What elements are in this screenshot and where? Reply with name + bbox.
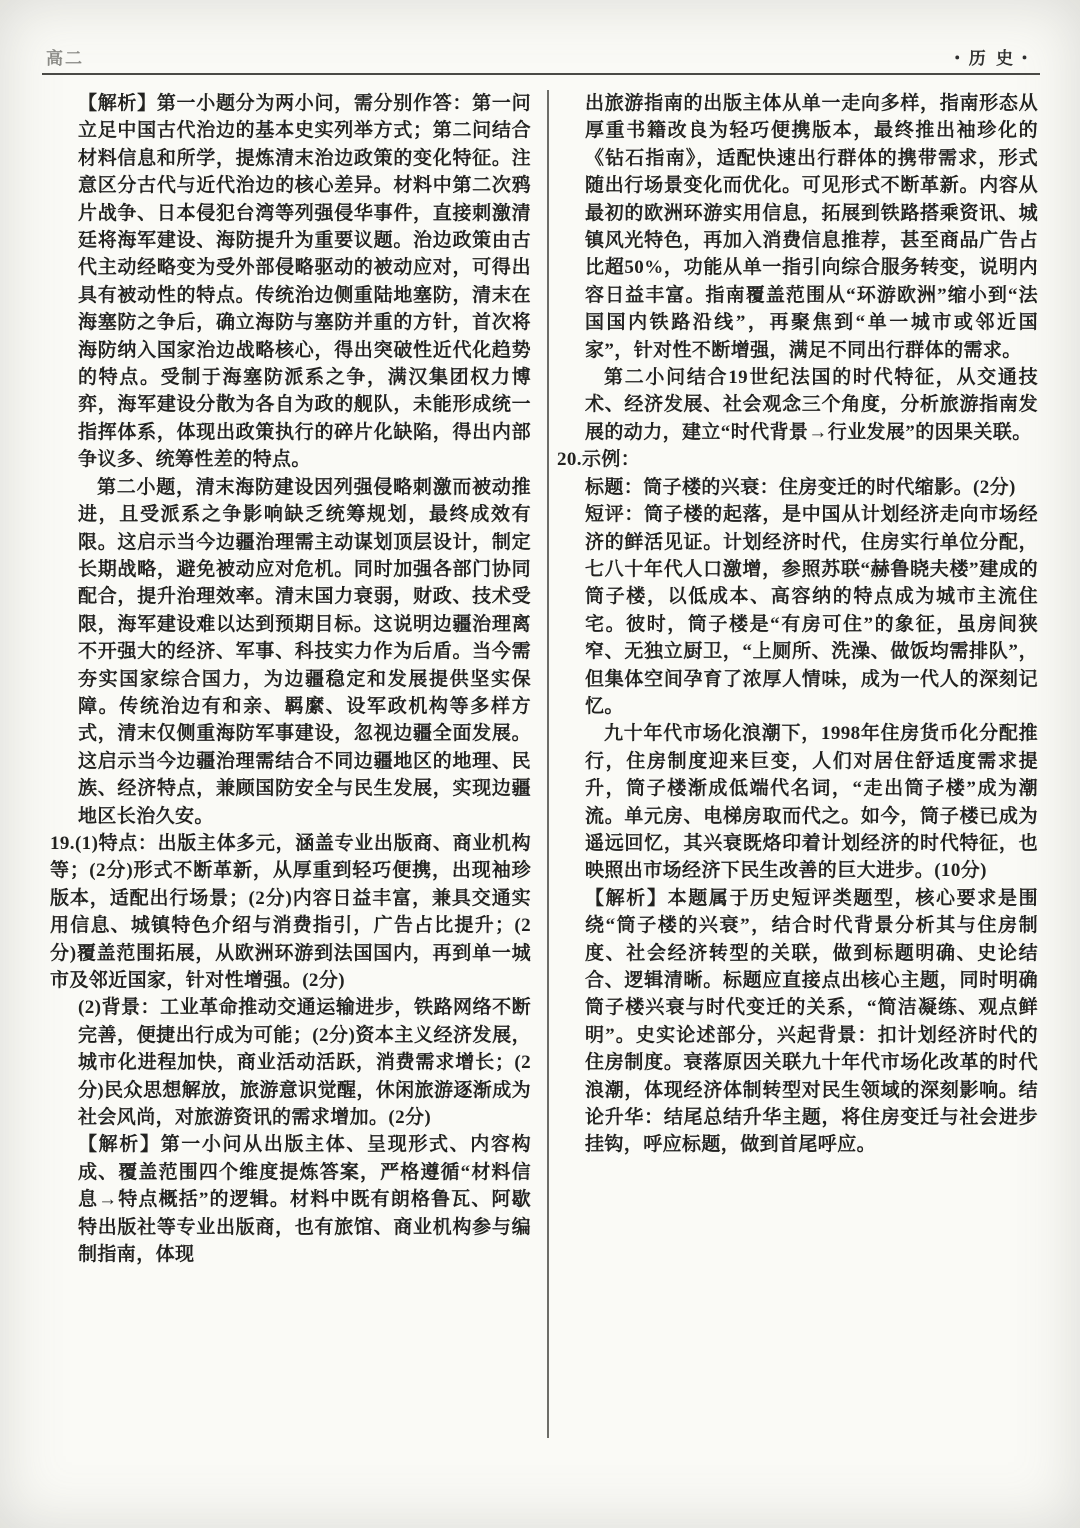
- right-paragraph-4: 标题：筒子楼的兴衰：住房变迁的时代缩影。(2分): [585, 476, 1016, 498]
- right-paragraph-1: 出旅游指南的出版主体从单一走向多样，指南形态从厚重书籍改良为轻巧便携版本，最终推出袖珍化的《钻石指南》，适配快速出行群体的携带需求，形式随出行场景变化而优化。可见形式不断革新。内容从最初的欧洲环游实用信息，拓展到铁路搭乘资讯、城镇风光特色，再加入消费信息推荐，甚至商品广告占比超50%，功能从单一指引向综合服务转变，说明内容日益丰富。指南覆盖范围从“环游欧洲”缩小到“法国国内铁路沿线”，再聚焦到“单一城市或邻近国家”，针对性不断增强，满足不同出行群体的需求。: [585, 93, 1038, 361]
- header-rule: [42, 73, 1040, 75]
- page-header: [46, 44, 1036, 69]
- left-paragraph-3: 19.(1)特点：出版主体多元，涵盖专业出版商、商业机构等；(2分)形式不断革新，从厚重到轻巧便携，出现袖珍版本，适配出行场景；(2分)内容日益丰富，兼具交通实用信息、城镇特色介绍与消费指引，广告占比提升；(2分)覆盖范围拓展，从欧洲环游到法国国内，再到单一城市及邻近国家，针对性增强。(2分): [50, 832, 531, 991]
- right-paragraph-5: 短评：筒子楼的起落，是中国从计划经济走向市场经济的鲜活见证。计划经济时代，住房实行单位分配，七八十年代人口激增，参照苏联“赫鲁晓夫楼”建成的筒子楼，以低成本、高容纳的特点成为城市主流住宅。彼时，筒子楼是“有房可住”的象征，虽房间狭窄、无独立厨卫，“上厕所、洗澡、做饭均需排队”，但集体空间孕育了浓厚人情味，成为一代人的深刻记忆。: [585, 504, 1038, 717]
- right-paragraph-2: 第二小问结合19世纪法国的时代特征，从交通技术、经济发展、社会观念三个角度，分析旅游指南发展的动力，建立“时代背景→行业发展”的因果关联。: [585, 367, 1038, 443]
- right-paragraph-3: 20.示例：: [557, 449, 641, 471]
- header-grade-label: 高二: [46, 49, 84, 68]
- left-column: [50, 90, 547, 1458]
- answer-columns: [50, 90, 1038, 1458]
- right-paragraph-7: 【解析】本题属于历史短评类题型，核心要求是围绕“筒子楼的兴衰”，结合时代背景分析其与住房制度、社会经济转型的关联，做到标题明确、史论结合、逻辑清晰。标题应直接点出核心主题，同时明确筒子楼兴衰与时代变迁的关系，“简洁凝练、观点鲜明”。史实论述部分，兴起背景：扣计划经济时代的住房制度。衰落原因关联九十年代市场化改革的时代浪潮，体现经济体制转型对民生领域的深刻影响。结论升华：结尾总结升华主题，将住房变迁与社会进步挂钩，呼应标题，做到首尾呼应。: [585, 887, 1038, 1156]
- right-column: [549, 90, 1038, 1458]
- left-paragraph-1: 【解析】第一小题分为两小问，需分别作答：第一问立足中国古代治边的基本史实列举方式；第二问结合材料信息和所学，提炼清末治边政策的变化特征。注意区分古代与近代治边的核心差异。材料中第二次鸦片战争、日本侵犯台湾等列强侵华事件，直接刺激清廷将海军建设、海防提升为重要议题。治边政策由古代主动经略变为受外部侵略驱动的被动应对，可得出具有被动性的特点。传统治边侧重陆地塞防，清末在海塞防之争后，确立海防与塞防并重的方针，首次将海防纳入国家治边战略核心，得出突破性近代化趋势的特点。受制于海塞防派系之争，满汉集团权力博弈，海军建设分散为各自为政的舰队，未能形成统一指挥体系，体现出政策执行的碎片化缺陷，得出内部争议多、统筹性差的特点。: [78, 93, 531, 471]
- left-paragraph-2: 第二小题，清末海防建设因列强侵略刺激而被动推进，且受派系之争影响缺乏统筹规划，最终成效有限。这启示当今边疆治理需主动谋划顶层设计，制定长期战略，避免被动应对危机。同时加强各部门协同配合，提升治理效率。清末国力衰弱，财政、技术受限，海军建设难以达到预期目标。这说明边疆治理离不开强大的经济、军事、科技实力作为后盾。当今需夯实国家综合国力，为边疆稳定和发展提供坚实保障。传统治边有和亲、羁縻、设军政机构等多样方式，清末仅侧重海防军事建设，忽视边疆全面发展。这启示当今边疆治理需结合不同边疆地区的地理、民族、经济特点，兼顾国防安全与民生发展，实现边疆地区长治久安。: [78, 476, 531, 827]
- right-paragraph-6: 九十年代市场化浪潮下，1998年住房货币化分配推行，住房制度迎来巨变，人们对居住舒适度需求提升，筒子楼渐成低端代名词，“走出筒子楼”成为潮流。单元房、电梯房取而代之。如今，筒子楼已成为遥远回忆，其兴衰既烙印着计划经济的时代特征，也映照出市场经济下民生改善的巨大进步。(10分): [585, 723, 1038, 882]
- header-subject-label: ・历 史・: [948, 49, 1036, 68]
- left-paragraph-4: (2)背景：工业革命推动交通运输进步，铁路网络不断完善，便捷出行成为可能；(2分)资本主义经济发展，城市化进程加快，商业活动活跃，消费需求增长；(2分)民众思想解放，旅游意识觉醒，休闲旅游逐渐成为社会风尚，对旅游资讯的需求增加。(2分): [78, 997, 531, 1129]
- left-paragraph-5: 【解析】第一小问从出版主体、呈现形式、内容构成、覆盖范围四个维度提炼答案，严格遵循“材料信息→特点概括”的逻辑。材料中既有朗格鲁瓦、阿歇特出版社等专业出版商，也有旅馆、商业机构参与编制指南，体现: [78, 1134, 531, 1266]
